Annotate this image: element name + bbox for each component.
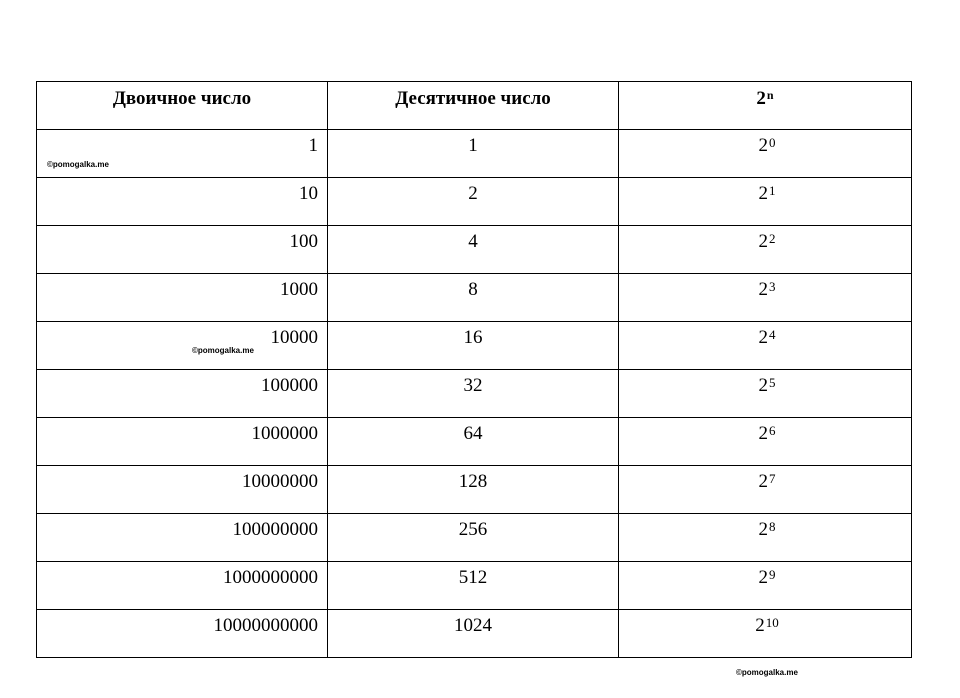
decimal-number-cell: 1024 — [328, 610, 619, 658]
binary-number-cell: 1 — [37, 130, 328, 178]
binary-number-cell: 100 — [37, 226, 328, 274]
decimal-number-cell: 4 — [328, 226, 619, 274]
power-exponent: 1 — [769, 183, 776, 198]
binary-decimal-powers-table — [36, 81, 912, 658]
binary-number-cell: 1000 — [37, 274, 328, 322]
table-row — [37, 322, 912, 370]
decimal-number-cell: 8 — [328, 274, 619, 322]
decimal-number-cell: 16 — [328, 322, 619, 370]
table-row — [37, 562, 912, 610]
power-of-two-cell — [619, 370, 912, 418]
power-exponent: 5 — [769, 375, 776, 390]
decimal-number-cell: 32 — [328, 370, 619, 418]
watermark-text: ©pomogalka.me — [47, 160, 109, 169]
power-base: 2 — [758, 471, 768, 492]
power-base: 2 — [758, 183, 768, 204]
binary-number-cell: 10000000 — [37, 466, 328, 514]
power-base: 2 — [758, 135, 768, 156]
power-base: 2 — [758, 231, 768, 252]
table-row — [37, 274, 912, 322]
header-power-base: 2 — [756, 88, 766, 109]
power-of-two-cell — [619, 274, 912, 322]
binary-number-cell: 100000 — [37, 370, 328, 418]
power-exponent: 6 — [769, 423, 776, 438]
power-of-two-cell — [619, 178, 912, 226]
power-of-two-cell — [619, 226, 912, 274]
power-base: 2 — [758, 423, 768, 444]
decimal-number-cell: 2 — [328, 178, 619, 226]
power-exponent: 8 — [769, 519, 776, 534]
table-row — [37, 610, 912, 658]
power-base: 2 — [755, 615, 765, 636]
power-of-two-cell — [619, 610, 912, 658]
table-row — [37, 466, 912, 514]
header-decimal: Десятичное число — [328, 82, 619, 130]
power-of-two-cell — [619, 322, 912, 370]
table-row — [37, 178, 912, 226]
decimal-number-cell: 256 — [328, 514, 619, 562]
power-exponent: 2 — [769, 231, 776, 246]
decimal-number-cell: 1 — [328, 130, 619, 178]
power-base: 2 — [758, 327, 768, 348]
watermark-text: ©pomogalka.me — [192, 346, 254, 355]
power-base: 2 — [758, 375, 768, 396]
table-row — [37, 418, 912, 466]
table-row — [37, 226, 912, 274]
table-row — [37, 370, 912, 418]
power-of-two-cell — [619, 514, 912, 562]
header-power-exponent: n — [766, 88, 774, 102]
binary-number-cell: 1000000000 — [37, 562, 328, 610]
decimal-number-cell: 512 — [328, 562, 619, 610]
power-exponent: 9 — [769, 567, 776, 582]
binary-number-cell: 10 — [37, 178, 328, 226]
power-exponent: 3 — [769, 279, 776, 294]
power-exponent: 0 — [769, 135, 776, 150]
table-row — [37, 130, 912, 178]
power-of-two-cell — [619, 562, 912, 610]
binary-number-cell: 10000 — [37, 322, 328, 370]
power-exponent: 10 — [765, 615, 779, 630]
power-of-two-cell — [619, 130, 912, 178]
binary-number-cell: 10000000000 — [37, 610, 328, 658]
decimal-number-cell: 128 — [328, 466, 619, 514]
table-header-row — [37, 82, 912, 130]
power-exponent: 4 — [769, 327, 776, 342]
binary-number-cell: 100000000 — [37, 514, 328, 562]
header-binary: Двоичное число — [37, 82, 328, 130]
power-exponent: 7 — [769, 471, 776, 486]
power-of-two-cell — [619, 418, 912, 466]
power-base: 2 — [758, 567, 768, 588]
power-base: 2 — [758, 519, 768, 540]
decimal-number-cell: 64 — [328, 418, 619, 466]
header-power — [619, 82, 912, 130]
watermark-text: ©pomogalka.me — [736, 668, 798, 677]
table-row — [37, 514, 912, 562]
binary-number-cell: 1000000 — [37, 418, 328, 466]
power-of-two-cell — [619, 466, 912, 514]
power-base: 2 — [758, 279, 768, 300]
